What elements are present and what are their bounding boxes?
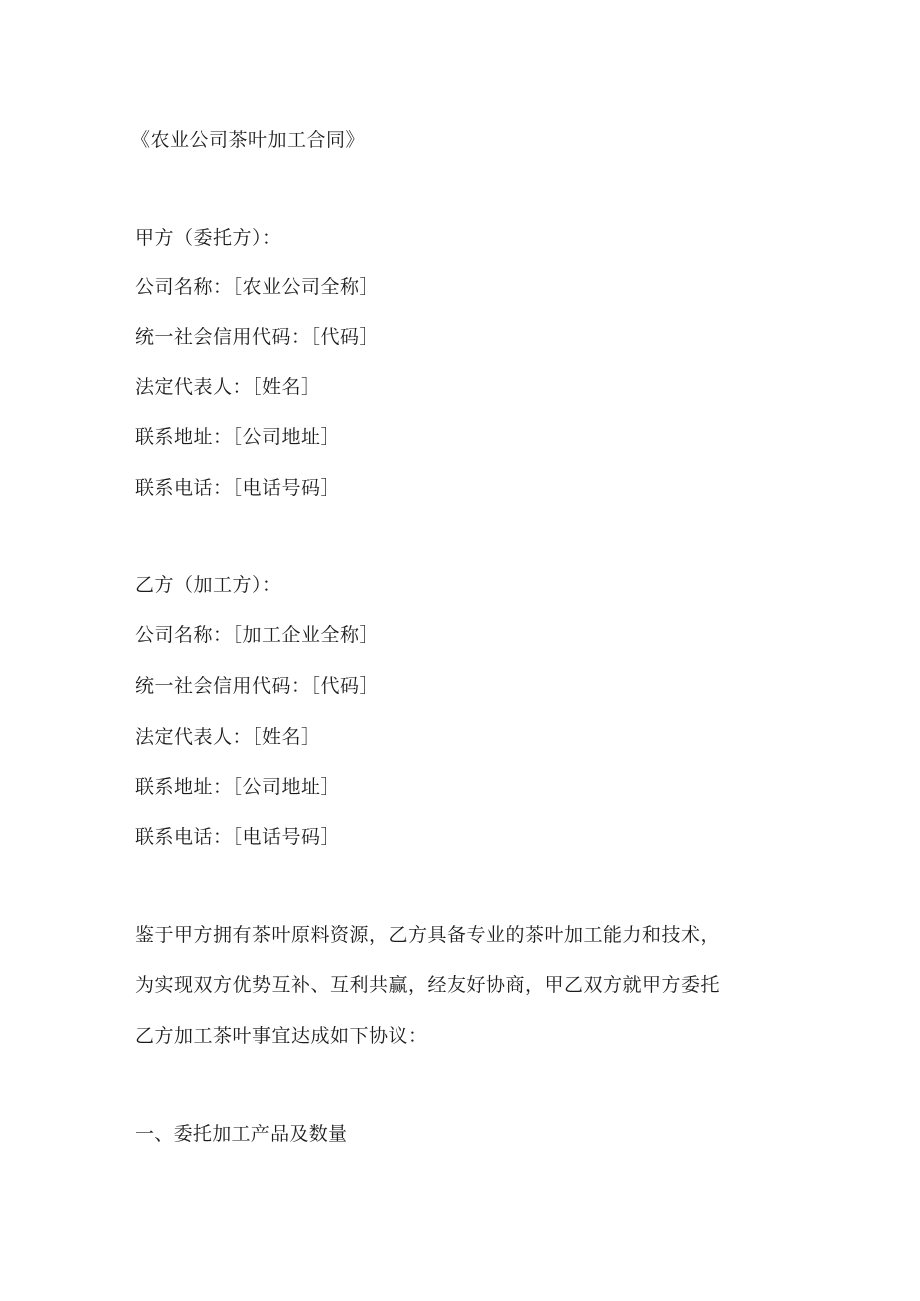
document-title: 《农业公司茶叶加工合同》	[131, 129, 366, 151]
party-a-phone: 联系电话：［电话号码］	[135, 477, 341, 499]
preamble-line: 为实现双方优势互补、互利共赢，经友好协商，甲乙双方就甲方委托	[135, 974, 721, 996]
party-b-company-name: 公司名称：［加工企业全称］	[135, 624, 380, 646]
section-1-heading: 一、委托加工产品及数量	[135, 1123, 348, 1145]
party-b-legal-rep: 法定代表人：［姓名］	[135, 726, 321, 748]
party-a-legal-rep: 法定代表人：［姓名］	[135, 376, 321, 398]
party-a-heading: 甲方（委托方）：	[135, 227, 282, 249]
party-b-credit-code: 统一社会信用代码：［代码］	[135, 675, 380, 697]
party-a-address: 联系地址：［公司地址］	[135, 426, 341, 448]
preamble-line: 乙方加工茶叶事宜达成如下协议：	[135, 1025, 428, 1047]
party-a-company-name: 公司名称：［农业公司全称］	[135, 276, 380, 298]
party-b-heading: 乙方（加工方）：	[135, 574, 282, 596]
party-b-phone: 联系电话：［电话号码］	[135, 826, 341, 848]
party-a-credit-code: 统一社会信用代码：［代码］	[135, 326, 380, 348]
preamble-line: 鉴于甲方拥有茶叶原料资源，乙方具备专业的茶叶加工能力和技术，	[135, 924, 721, 946]
party-b-address: 联系地址：［公司地址］	[135, 776, 341, 798]
